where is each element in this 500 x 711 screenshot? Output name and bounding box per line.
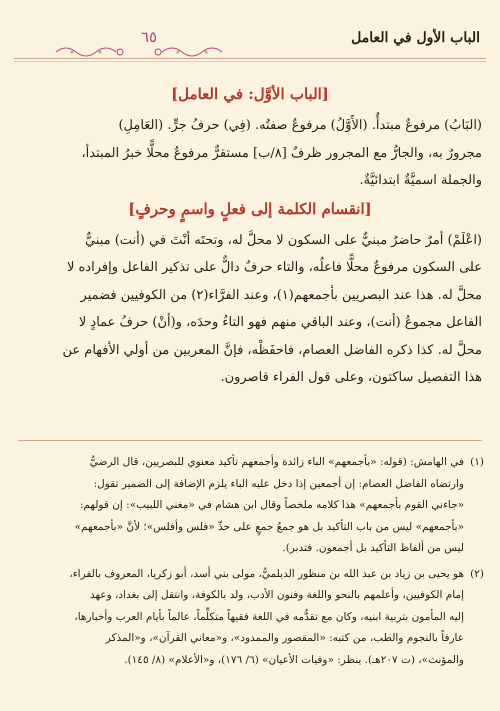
- footnote-text: إليه المأمون بتربية ابنيه، وكان مع تقدُّمه في اللغة فقيهاً متكلِّماً، عالماً بأيام العرب وأخبارها،: [74, 610, 464, 623]
- paragraph-word-division: [18, 227, 482, 392]
- footnote: [16, 564, 484, 672]
- footnote-text: وارتضاه الفاضل العصام: إن أجمعين إذا دخل عليه الباء يلزم الإضافة إلى الضمير تقول:: [93, 477, 464, 490]
- text-line: والجملة اسميَّةٌ ابتدائيَّةٌ.: [359, 173, 482, 188]
- footnote-text: «جاءني القوم بأجمعهم» هذا كلامه ملخصاً وقال ابن هشام في «مغني اللبيب»: إن قولهم:: [79, 499, 464, 511]
- paragraph-chapter: [18, 112, 482, 195]
- footnote-text: والمؤنث»، (ت ٢٠٧هـ). ينظر: «وفيات الأعيان» (٦/ ١٧٦)، و«الأعلام» (٨/ ١٤٥).: [124, 653, 464, 666]
- footnote-divider: [18, 440, 482, 441]
- footnote-text: «بأجمعهم» ليس من باب التأكيد بل هو جمعُ جمعٍ على حدِّ «فلس وأفلس»؛ لأنَّ «بأجمعهم»: [74, 520, 464, 533]
- footnote-text: عارفاً بالنجوم والطب، من كتبه: «المقصور والممدود»، و«معاني القرآن»، و«المذكر: [105, 632, 464, 644]
- text-line: الفاعل مجموعُ (أنت)، وعند الباقي منهم فهو التاءُ وحدَه، و(أنْ) حرفُ عمادٍ لا: [78, 315, 482, 330]
- footnote-text: ليس من ألفاظ التأكيد بل أجمعون. فتدبر).: [282, 542, 464, 554]
- section-heading-chapter: [الباب الأوَّل: في العامل]: [171, 85, 329, 103]
- footnotes: [16, 452, 484, 675]
- main-text: [18, 82, 482, 392]
- text-line: على السكون مرفوعٌ محلًّا فاعلُه، والتاء حرفٌ دالٌّ على تذكير الفاعل وإفراده لا: [66, 260, 482, 275]
- footnote-number: (١): [470, 456, 484, 468]
- text-line: هذا التفصيل ساكتون، وعلى قول الفراء قاصرون.: [220, 370, 482, 385]
- footnote-text: إمام الكوفيين، وأعلمهم بالنحو واللغة وفنون الأدب، ولد بالكوفة، وانتقل إلى بغداد، وعهد: [89, 589, 464, 601]
- footnote-number: (٢): [470, 567, 484, 580]
- header-divider: [14, 58, 486, 59]
- header-divider-thin: [14, 61, 486, 62]
- text-line: مجرورٌ به، والجارُّ مع المجرور ظرفٌ [٨/ب] مستقرٌّ مرفوعٌ محلًّا خبرُ المبتدأ،: [81, 145, 482, 161]
- page-number: ٦٥: [140, 28, 158, 46]
- text-line: (اعْلَمْ) أمرٌ حاضرٌ مبنيٌّ على السكون لا محلَّ له، وتحتَه أنْتَ في (أنت) مبنيٌّ: [84, 232, 482, 248]
- text-line: محلَّ له. هذا عند البصريين بأجمعهم(١)، وعند الفرَّاء(٢) من الكوفيين فضمير: [80, 287, 482, 303]
- chapter-title: الباب الأول في العامل: [351, 30, 480, 46]
- running-header: [14, 14, 486, 54]
- footnote-text: في الهامش: (قوله: «بأجمعهم» الباء زائدة وأجمعهم تأكيد معنوي للبصريين، قال الرضيُّ: [89, 456, 464, 468]
- text-line: (البَابُ) مرفوعٌ مبتدأٌ. (الأَوَّلُ) مرفوعٌ صفتُه. (فِي) حرفُ جرٍّ. (العَامِلِ): [118, 118, 482, 133]
- section-heading-word-division: [انقسام الكلمة إلى فعلٍ واسمٍ وحرفٍ]: [128, 199, 372, 218]
- footnote-text: هو يحيى بن زياد بن عبد الله بن منظور الديلميُّ، مولى بني أسد، أبو زكريا، المعروف بالفراء،: [69, 567, 464, 580]
- footnote: [16, 452, 484, 560]
- text-line: محلَّ له. كذا ذكره الفاضل العصام، فاحفَظْه، فإنَّ المعربين من أولي الأفهام عن: [62, 342, 482, 358]
